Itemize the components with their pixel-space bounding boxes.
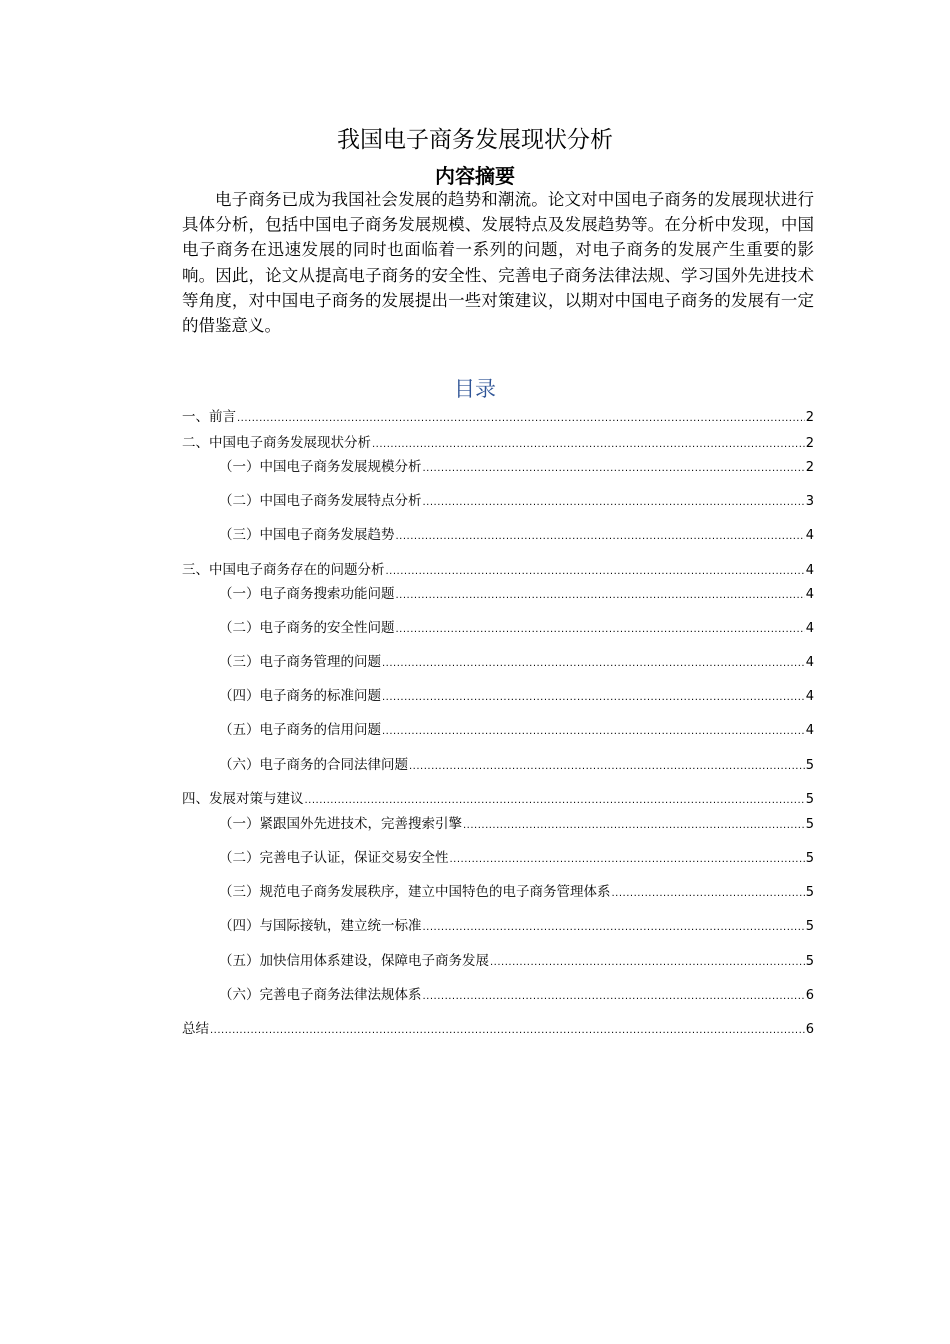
dot-leader [612, 884, 805, 904]
dot-leader [423, 987, 805, 1007]
toc-entry-page: 5 [805, 885, 814, 900]
dot-leader [423, 918, 805, 938]
toc-entry-page: 5 [805, 792, 814, 807]
document-title: 我国电子商务发展现状分析 [337, 127, 613, 153]
toc-entry[interactable] [182, 457, 814, 477]
toc-entry[interactable] [182, 814, 814, 834]
dot-leader [490, 953, 805, 973]
toc-entry-label: （四）与国际接轨，建立统一标准 [219, 918, 422, 934]
toc-entry-page: 5 [805, 954, 814, 969]
toc-entry-label: （四）电子商务的标准问题 [219, 688, 381, 704]
toc-entry-page: 6 [805, 988, 814, 1003]
toc-heading: 目录 [454, 377, 496, 401]
toc-entry[interactable] [182, 525, 814, 545]
toc-entry-page: 4 [805, 655, 814, 670]
toc-entry-label: 二、中国电子商务发展现状分析 [182, 435, 371, 451]
dot-leader [409, 757, 805, 777]
toc-entry-label: （三）电子商务管理的问题 [219, 654, 381, 670]
toc-entry[interactable] [182, 584, 814, 604]
toc-entry-label: 总结 [182, 1021, 209, 1037]
toc-entry-page: 4 [805, 528, 814, 543]
dot-leader [305, 791, 805, 811]
toc-entry[interactable] [182, 618, 814, 638]
toc-entry-label: 三、中国电子商务存在的问题分析 [182, 562, 385, 578]
toc-entry-label: （五）加快信用体系建设，保障电子商务发展 [219, 953, 489, 969]
dot-leader [382, 722, 805, 742]
toc-entry-page: 4 [805, 689, 814, 704]
toc-entry-page: 4 [805, 621, 814, 636]
toc-entry-label: （六）电子商务的合同法律问题 [219, 757, 408, 773]
toc-entry[interactable] [182, 1019, 814, 1039]
dot-leader [382, 654, 805, 674]
toc-entry[interactable] [182, 882, 814, 902]
toc-entry-label: （三）规范电子商务发展秩序，建立中国特色的电子商务管理体系 [219, 884, 611, 900]
toc-entry-label: （二）完善电子认证，保证交易安全性 [219, 850, 449, 866]
toc-entry-label: 一、前言 [182, 409, 236, 425]
toc-entry[interactable] [182, 491, 814, 511]
toc-entry[interactable] [182, 951, 814, 971]
toc-entry-page: 4 [805, 563, 814, 578]
toc-entry-label: （二）中国电子商务发展特点分析 [219, 493, 422, 509]
toc-entry-page: 6 [805, 1022, 814, 1037]
toc-entry[interactable] [182, 433, 814, 453]
toc-entry[interactable] [182, 755, 814, 775]
toc-entry-page: 4 [805, 587, 814, 602]
toc-entry-label: （一）电子商务搜索功能问题 [219, 586, 395, 602]
dot-leader [396, 586, 805, 606]
dot-leader [396, 620, 805, 640]
toc-entry-page: 2 [805, 436, 814, 451]
abstract-body: 电子商务已成为我国社会发展的趋势和潮流。论文对中国电子商务的发展现状进行具体分析，包括中国电子商务发展规模、发展特点及发展趋势等。在分析中发现，中国电子商务在迅速发展的同时也面临着一系列的问题，对电子商务的发展产生重要的影响。因此，论文从提高电子商务的安全性、完善电子商务法律法规、学习国外先进技术等角度，对中国电子商务的发展提出一些对策建议，以期对中国电子商务的发展有一定的借鉴意义。 [182, 190, 814, 336]
toc-entry-page: 4 [805, 723, 814, 738]
dot-leader [382, 688, 805, 708]
dot-leader [372, 435, 805, 455]
toc-entry[interactable] [182, 848, 814, 868]
toc-entry[interactable] [182, 985, 814, 1005]
dot-leader [463, 816, 805, 836]
toc-entry[interactable] [182, 720, 814, 740]
toc-entry-label: （二）电子商务的安全性问题 [219, 620, 395, 636]
toc-entry-label: （一）紧跟国外先进技术，完善搜索引擎 [219, 816, 462, 832]
toc-entry-label: （五）电子商务的信用问题 [219, 722, 381, 738]
toc-entry[interactable] [182, 560, 814, 580]
dot-leader [210, 1021, 805, 1041]
toc-entry[interactable] [182, 686, 814, 706]
toc-entry-label: 四、发展对策与建议 [182, 791, 304, 807]
dot-leader [423, 493, 805, 513]
toc-entry-page: 5 [805, 851, 814, 866]
table-of-contents [182, 0, 814, 1344]
toc-entry[interactable] [182, 652, 814, 672]
toc-entry[interactable] [182, 789, 814, 809]
toc-entry-page: 3 [805, 494, 814, 509]
toc-entry[interactable] [182, 916, 814, 936]
toc-entry-label: （一）中国电子商务发展规模分析 [219, 459, 422, 475]
toc-entry-page: 2 [805, 410, 814, 425]
dot-leader [423, 459, 805, 479]
toc-entry-page: 2 [805, 460, 814, 475]
dot-leader [396, 527, 805, 547]
dot-leader [386, 562, 805, 582]
toc-entry-page: 5 [805, 817, 814, 832]
toc-entry-label: （三）中国电子商务发展趋势 [219, 527, 395, 543]
dot-leader [237, 409, 805, 429]
abstract-heading: 内容摘要 [435, 164, 515, 188]
toc-entry-label: （六）完善电子商务法律法规体系 [219, 987, 422, 1003]
toc-entry[interactable] [182, 407, 814, 427]
toc-entry-page: 5 [805, 758, 814, 773]
dot-leader [450, 850, 805, 870]
toc-entry-page: 5 [805, 919, 814, 934]
